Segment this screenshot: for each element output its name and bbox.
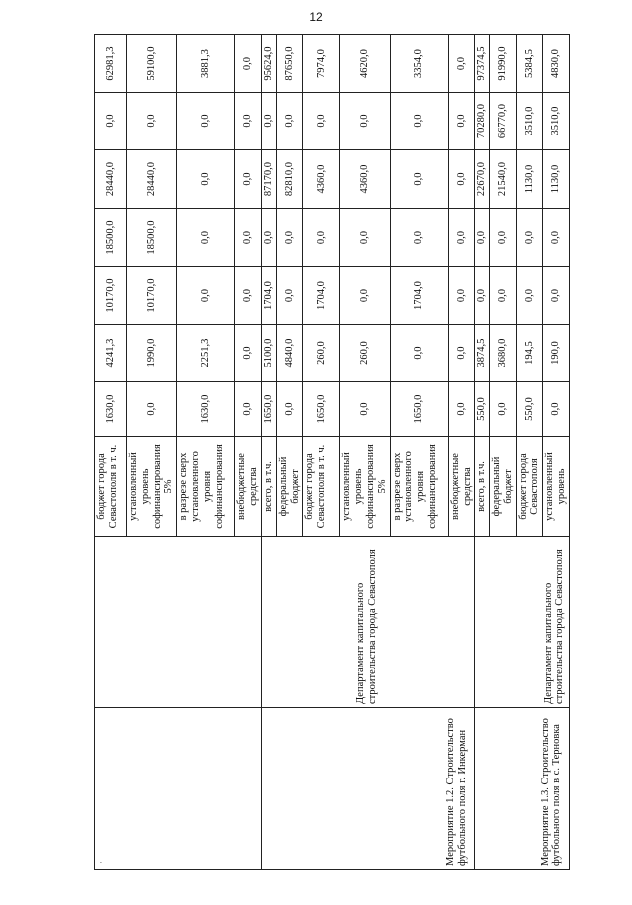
value-cell: 0,0 <box>235 267 262 325</box>
value-cell: 3881,3 <box>177 35 235 93</box>
value-cell: 3510,0 <box>516 93 543 150</box>
value-cell: 0,0 <box>177 150 235 209</box>
value-cell: 0,0 <box>127 382 177 437</box>
value-cell: 0,0 <box>390 93 448 150</box>
value-cell: 0,0 <box>303 209 340 267</box>
category-cell: внебюджетные средства <box>448 437 475 537</box>
value-cell: 0,0 <box>303 93 340 150</box>
value-cell: 70280,0 <box>475 93 490 150</box>
value-cell: 4620,0 <box>340 35 390 93</box>
value-cell: 550,0 <box>475 382 490 437</box>
value-cell: 1130,0 <box>516 150 543 209</box>
table-row <box>95 35 127 870</box>
value-cell: 0,0 <box>235 209 262 267</box>
category-cell: в разрезе сверх установленного уровня софинансирования <box>390 437 448 537</box>
value-cell: 0,0 <box>448 93 475 150</box>
value-cell: 3510,0 <box>543 93 570 150</box>
value-cell: 1990,0 <box>127 325 177 382</box>
value-cell: 0,0 <box>235 325 262 382</box>
value-cell: 95624,0 <box>262 35 277 93</box>
value-cell: 0,0 <box>276 382 303 437</box>
value-cell: 87650,0 <box>276 35 303 93</box>
value-cell: 28440,0 <box>127 150 177 209</box>
value-cell: 550,0 <box>516 382 543 437</box>
value-cell: 0,0 <box>235 150 262 209</box>
value-cell: 4830,0 <box>543 35 570 93</box>
funding-table <box>94 34 570 870</box>
value-cell: 10170,0 <box>127 267 177 325</box>
value-cell: 0,0 <box>235 35 262 93</box>
table-row <box>262 35 277 870</box>
value-cell: 22670,0 <box>475 150 490 209</box>
value-cell: 10170,0 <box>95 267 127 325</box>
value-cell: 0,0 <box>276 93 303 150</box>
category-cell: установленный уровень софинансирования 5% <box>127 437 177 537</box>
value-cell: 3354,0 <box>390 35 448 93</box>
category-cell: бюджет города Севастополя в т. ч. <box>303 437 340 537</box>
value-cell: 28440,0 <box>95 150 127 209</box>
value-cell: 0,0 <box>448 150 475 209</box>
value-cell: 0,0 <box>490 209 517 267</box>
value-cell: 1704,0 <box>303 267 340 325</box>
value-cell: 1630,0 <box>177 382 235 437</box>
value-cell: 0,0 <box>340 209 390 267</box>
scan-dot: · <box>96 861 106 864</box>
value-cell: 0,0 <box>475 267 490 325</box>
value-cell: 82810,0 <box>276 150 303 209</box>
value-cell: 0,0 <box>262 209 277 267</box>
value-cell: 7974,0 <box>303 35 340 93</box>
value-cell: 1704,0 <box>262 267 277 325</box>
category-cell: всего, в т.ч. <box>262 437 277 537</box>
value-cell: 4840,0 <box>276 325 303 382</box>
value-cell: 3874,5 <box>475 325 490 382</box>
event-title: Мероприятие 1.3. Строительство футбольного поля в с. Терновка <box>475 708 570 870</box>
value-cell: 0,0 <box>390 325 448 382</box>
value-cell: 18500,0 <box>95 209 127 267</box>
value-cell: 0,0 <box>340 267 390 325</box>
category-cell: федеральный бюджет <box>276 437 303 537</box>
value-cell: 0,0 <box>95 93 127 150</box>
value-cell: 59100,0 <box>127 35 177 93</box>
value-cell: 0,0 <box>177 267 235 325</box>
category-cell: в разрезе сверх установленного уровня софинансирования <box>177 437 235 537</box>
department-name: Департамент капитального строительства города Севастополя <box>262 537 475 708</box>
value-cell: 0,0 <box>448 209 475 267</box>
category-cell: бюджет города Севастополя в т. ч. <box>95 437 127 537</box>
category-cell: установленный уровень <box>543 437 570 537</box>
value-cell: 91990,0 <box>490 35 517 93</box>
category-cell: бюджет города Севастополя <box>516 437 543 537</box>
value-cell: 194,5 <box>516 325 543 382</box>
value-cell: 0,0 <box>543 382 570 437</box>
value-cell: 0,0 <box>262 93 277 150</box>
value-cell: 0,0 <box>177 209 235 267</box>
category-cell: федеральный бюджет <box>490 437 517 537</box>
value-cell: 1130,0 <box>543 150 570 209</box>
value-cell: 260,0 <box>303 325 340 382</box>
value-cell: 0,0 <box>448 325 475 382</box>
value-cell: 0,0 <box>235 93 262 150</box>
value-cell: 87170,0 <box>262 150 277 209</box>
value-cell: 1650,0 <box>390 382 448 437</box>
value-cell: 0,0 <box>340 93 390 150</box>
rotated-table-wrapper <box>94 35 570 870</box>
category-cell: внебюджетные средства <box>235 437 262 537</box>
value-cell: 0,0 <box>340 382 390 437</box>
value-cell: 190,0 <box>543 325 570 382</box>
category-cell: установленный уровень софинансирования 5% <box>340 437 390 537</box>
value-cell: 0,0 <box>475 209 490 267</box>
value-cell: 0,0 <box>516 209 543 267</box>
value-cell: 1650,0 <box>303 382 340 437</box>
value-cell: 0,0 <box>490 382 517 437</box>
value-cell: 97374,5 <box>475 35 490 93</box>
value-cell: 3680,0 <box>490 325 517 382</box>
value-cell: 1704,0 <box>390 267 448 325</box>
value-cell: 0,0 <box>448 267 475 325</box>
event-title: Мероприятие 1.2. Строительство футбольного поля г. Инкерман <box>262 708 475 870</box>
table-row <box>475 35 490 870</box>
value-cell: 0,0 <box>543 209 570 267</box>
event-cell-empty <box>95 708 262 870</box>
value-cell: 18500,0 <box>127 209 177 267</box>
value-cell: 1650,0 <box>262 382 277 437</box>
value-cell: 66770,0 <box>490 93 517 150</box>
value-cell: 0,0 <box>543 267 570 325</box>
value-cell: 0,0 <box>490 267 517 325</box>
value-cell: 4360,0 <box>340 150 390 209</box>
value-cell: 5100,0 <box>262 325 277 382</box>
value-cell: 1630,0 <box>95 382 127 437</box>
value-cell: 0,0 <box>448 35 475 93</box>
value-cell: 4241,3 <box>95 325 127 382</box>
value-cell: 4360,0 <box>303 150 340 209</box>
value-cell: 21540,0 <box>490 150 517 209</box>
value-cell: 0,0 <box>448 382 475 437</box>
value-cell: 0,0 <box>390 209 448 267</box>
value-cell: 0,0 <box>516 267 543 325</box>
value-cell: 0,0 <box>127 93 177 150</box>
value-cell: 0,0 <box>390 150 448 209</box>
value-cell: 62981,3 <box>95 35 127 93</box>
category-cell: всего, в т.ч. <box>475 437 490 537</box>
page-number: 12 <box>309 10 323 24</box>
value-cell: 5384,5 <box>516 35 543 93</box>
value-cell: 0,0 <box>276 209 303 267</box>
department-cell-empty <box>95 537 262 708</box>
value-cell: 0,0 <box>276 267 303 325</box>
department-name: Департамент капитального строительства города Севастополя <box>475 537 570 708</box>
value-cell: 2251,3 <box>177 325 235 382</box>
value-cell: 0,0 <box>235 382 262 437</box>
value-cell: 260,0 <box>340 325 390 382</box>
value-cell: 0,0 <box>177 93 235 150</box>
